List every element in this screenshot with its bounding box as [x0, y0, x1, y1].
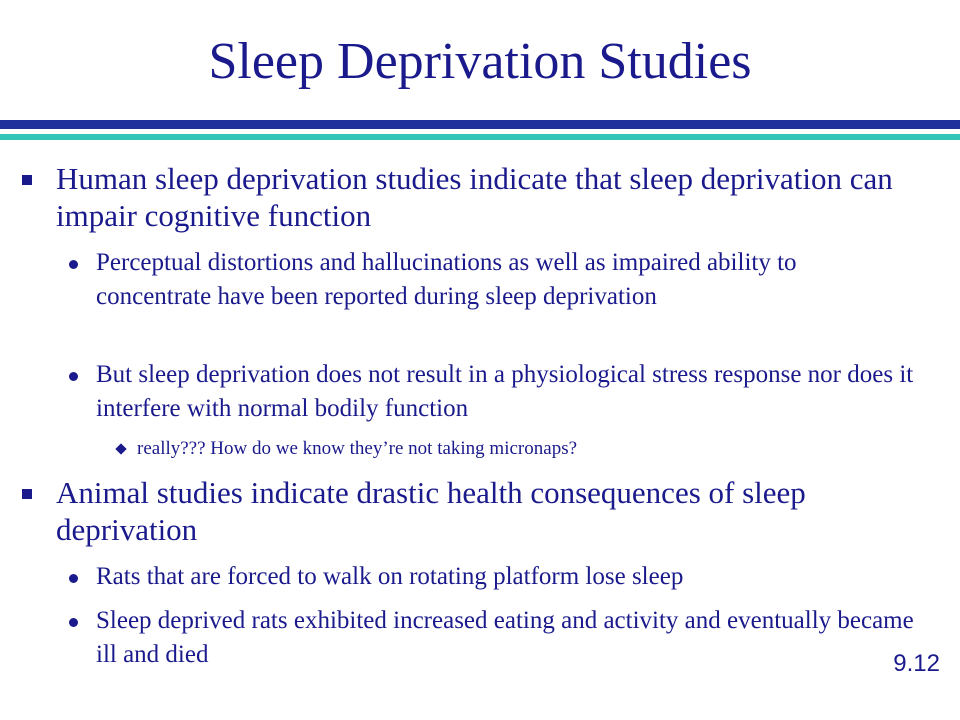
bullet-3: [96, 358, 916, 426]
title-rule-blue: [0, 120, 960, 129]
slide-title: Sleep Deprivation Studies: [208, 33, 752, 90]
bullet-2: [96, 246, 916, 314]
round-bullet-icon: [69, 260, 78, 269]
square-bullet-icon: [22, 175, 32, 185]
diamond-bullet-icon: [115, 443, 126, 454]
slide-number: 9.12: [893, 650, 940, 677]
bullet-1: [56, 160, 916, 234]
bullet-6: [96, 560, 916, 594]
bullet-text: Sleep deprived rats exhibited increased eating and activity and eventually became ill and died: [96, 607, 914, 668]
round-bullet-icon: [69, 618, 78, 627]
round-bullet-icon: [69, 372, 78, 381]
bullet-7: [96, 604, 916, 672]
round-bullet-icon: [69, 574, 78, 583]
square-bullet-icon: [22, 489, 32, 499]
bullet-text: Perceptual distortions and hallucinations as well as impaired ability to concentrate have been reported during sleep deprivation: [96, 249, 797, 310]
bullet-text: Animal studies indicate drastic health consequences of sleep deprivation: [56, 475, 806, 547]
bullet-text: But sleep deprivation does not result in a physiological stress response nor does it interfere with normal bodily function: [96, 361, 914, 422]
bullet-text: Human sleep deprivation studies indicate that sleep deprivation can impair cognitive function: [56, 161, 893, 233]
bullet-text: really??? How do we know they’re not taking micronaps?: [137, 438, 578, 459]
bullet-4: [137, 437, 917, 461]
bullet-5: [56, 474, 916, 548]
bullet-text: Rats that are forced to walk on rotating platform lose sleep: [96, 563, 684, 590]
title-rule-teal: [0, 134, 960, 140]
